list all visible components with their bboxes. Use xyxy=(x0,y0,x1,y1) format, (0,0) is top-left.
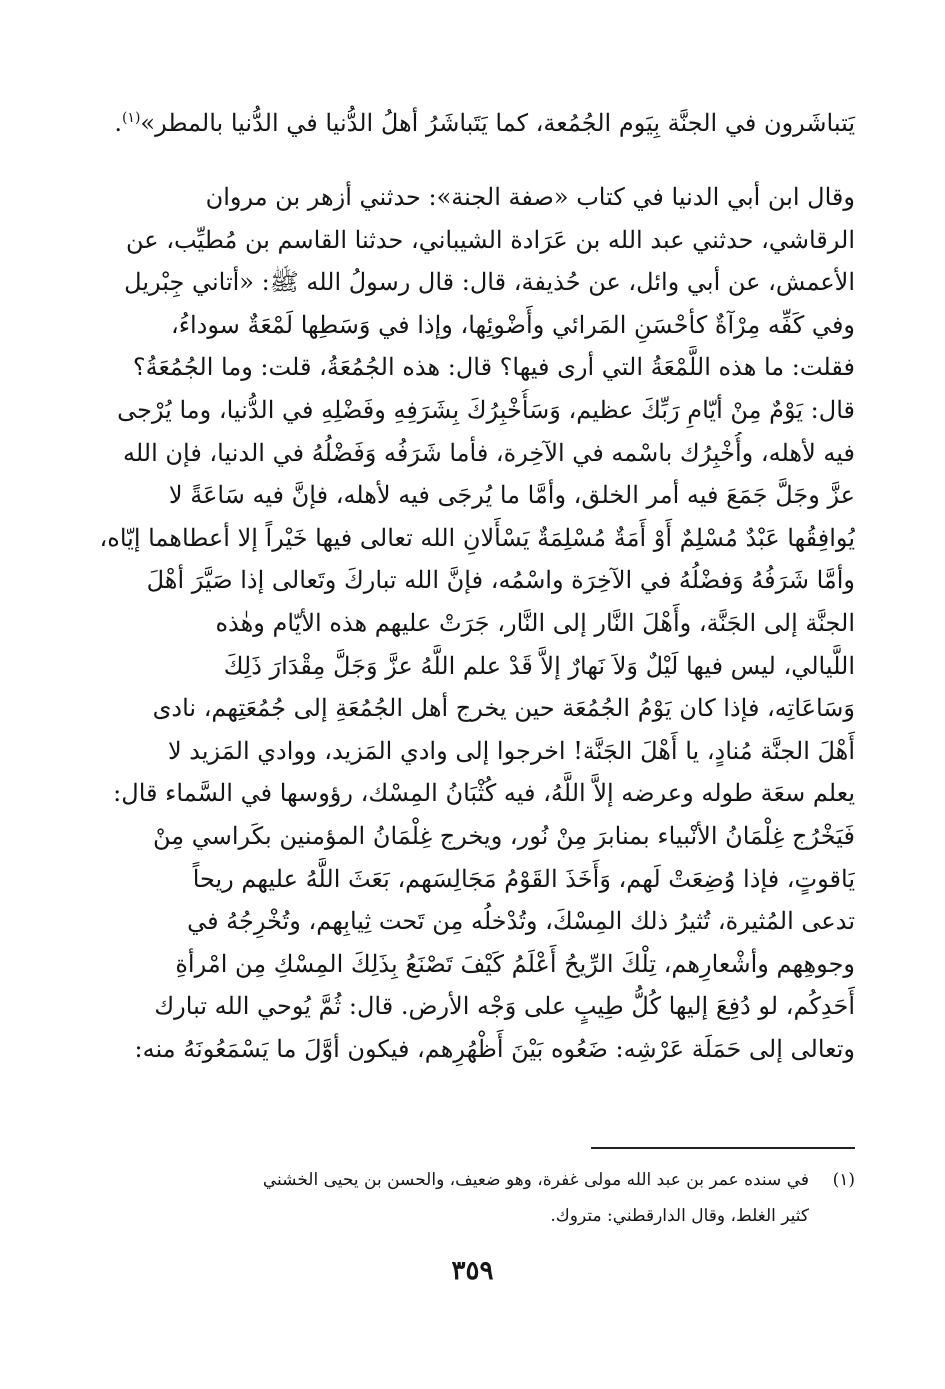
paragraph-line: فيه لأهله، وأُخْبِرُك باسْمه في الآخِرة، فأما شَرَفُه وَفَضْلُهُ في الدنيا، فإن الله xyxy=(122,438,855,467)
footnote-row xyxy=(95,1162,855,1198)
footnote xyxy=(95,1162,855,1234)
paragraph-line: وتعالى إلى حَمَلَة عَرْشِه: ضَعُوه بَيْنَ أَظْهُرِهم، فيكون أوَّلَ ما يَسْمَعُونَهُ منه: xyxy=(134,1034,855,1063)
paragraph-line: قال: يَوْمٌ مِنْ أيّامِ رَبِّكَ عظيم، وَسَأُخْبِرُكَ بِشَرَفِهِ وفَضْلِهِ في الدُّنيا، وما يُرْجى xyxy=(117,395,855,424)
paragraph-line: وأمَّا شَرَفُهُ وَفضْلُهُ في الآخِرَة واسْمُه، فإنَّ الله تباركَ وتَعالى إذا صَيَّرَ أهْلَ xyxy=(146,566,855,595)
paragraph-line: يعلم سعَة طوله وعرضه إلاَّ اللَّهُ، فيه كُثْبَانُ المِسْك، رؤوسها في السَّماء قال: xyxy=(113,779,855,808)
continuation-end: . xyxy=(114,109,122,137)
footnote-row xyxy=(95,1198,855,1234)
footnote-marker-spacer xyxy=(809,1198,855,1234)
paragraph-line: اللَّيالي، ليس فيها لَيْلٌ وَلاَ نَهارٌ إلاَّ قَدْ علم اللَّهُ عزَّ وَجَلَّ مِقْدَارَ ذَلِكَ xyxy=(223,651,855,680)
paragraph-line: وفي كَفِّه مِرْآةٌ كأحْسَنِ المَرائي وأَضْوئِها، وإذا في وَسَطِها لَمْعَةٌ سوداءُ، xyxy=(170,310,855,339)
paragraph-line: يَاقوتٍ، فإذا وُضِعَتْ لَهم، وَأَخَذَ القَوْمُ مَجَالِسَهم، بَعَثَ اللَّهُ عليهم ريحاً xyxy=(192,864,855,893)
paragraph-line: وَسَاعَاتِه، فإذا كان يَوْمُ الجُمُعَة حين يخرج أهل الجُمُعَةِ إلى جُمُعَتِهم، نادى xyxy=(152,694,855,723)
main-paragraph xyxy=(95,176,855,1070)
paragraph-line: فَيَخْرُج غِلْمَانُ الأنْبياء بمنابرَ مِنْ نُور، ويخرج غِلْمَانُ المؤمنين بكَراسي مِنْ xyxy=(153,821,855,850)
paragraph-line: الرقاشي، حدثني عبد الله بن عَرَادة الشيباني، حدثنا القاسم بن مُطيِّب، عن xyxy=(126,225,855,254)
paragraph-line: وجوهِهم وأشْعارِهم، تِلْكَ الرِّيحُ أَعْلَمُ كَيْفَ تَصْنَعُ بِذَلِكَ المِسْكِ مِن امْرأةِ xyxy=(175,949,855,978)
paragraph-line: الجنَّة إلى الجَنَّة، وأَهْلَ النَّار إلى النَّار، جَرَتْ عليهم هذه الأيّام وهٰذه xyxy=(215,608,855,637)
continuation-line xyxy=(95,102,855,144)
paragraph-line: وقال ابن أبي الدنيا في كتاب «صفة الجنة»: حدثني أزهر بن مروان xyxy=(205,183,855,211)
paragraph-line: أَحَدِكُم، لو دُفِعَ إليها كُلُّ طِيبٍ على وَجْه الأرض. قال: ثُمَّ يُوحي الله تبارك xyxy=(154,992,855,1021)
paragraph-line: يُوافِقُها عَبْدٌ مُسْلِمٌ أَوْ أَمَةٌ مُسْلِمَةٌ يَسْأَلانِ الله تعالى فيها خَيْراً إلا أعطاهما إيّاه، xyxy=(99,523,855,552)
paragraph-line: الأعمش، عن أبي وائل، عن حُذيفة، قال: قال رسولُ الله ﷺ: «أتاني جِبْريل xyxy=(124,268,855,297)
footnote-divider xyxy=(591,1147,855,1149)
paragraph-line: فقلت: ما هذه اللَّمْعَةُ التي أرى فيها؟ قال: هذه الجُمُعَةُ، قلت: وما الجُمُعَةُ؟ xyxy=(132,353,855,382)
paragraph-line: تدعى المُثيرة، تُثيرُ ذلك المِسْكَ، وتُدْخلُه مِن تَحت ثِيابِهم، وتُخْرِجُهُ في xyxy=(187,907,855,936)
page-number: ٣٥٩ xyxy=(451,1256,494,1286)
paragraph-line: عزَّ وجَلَّ جَمَعَ فيه أمر الخلق، وأمَّا ما يُرجَى فيه لأهله، فإنَّ فيه سَاعَةً لا xyxy=(168,481,855,510)
paragraph-line: أَهْلَ الجنَّة مُنادٍ، يا أَهْلَ الجَنَّة! اخرجوا إلى وادي المَزيد، ووادي المَزيد لا xyxy=(167,736,855,765)
footnote-marker: (١) xyxy=(832,1170,855,1190)
footnote-line-1: في سنده عمر بن عبد الله مولى غفرة، وهو ضعيف، والحسن بن يحيى الخشني xyxy=(262,1170,809,1190)
footnote-reference: (١) xyxy=(121,110,141,126)
continuation-text: يَتباشَرون في الجنَّة بِيَوم الجُمُعة، كما يَتَباشَرُ أهلُ الدُّنيا في الدُّنيا بالمطر» xyxy=(140,109,855,137)
footnote-line-2: كثير الغلط، وقال الدارقطني: متروك. xyxy=(550,1206,809,1226)
